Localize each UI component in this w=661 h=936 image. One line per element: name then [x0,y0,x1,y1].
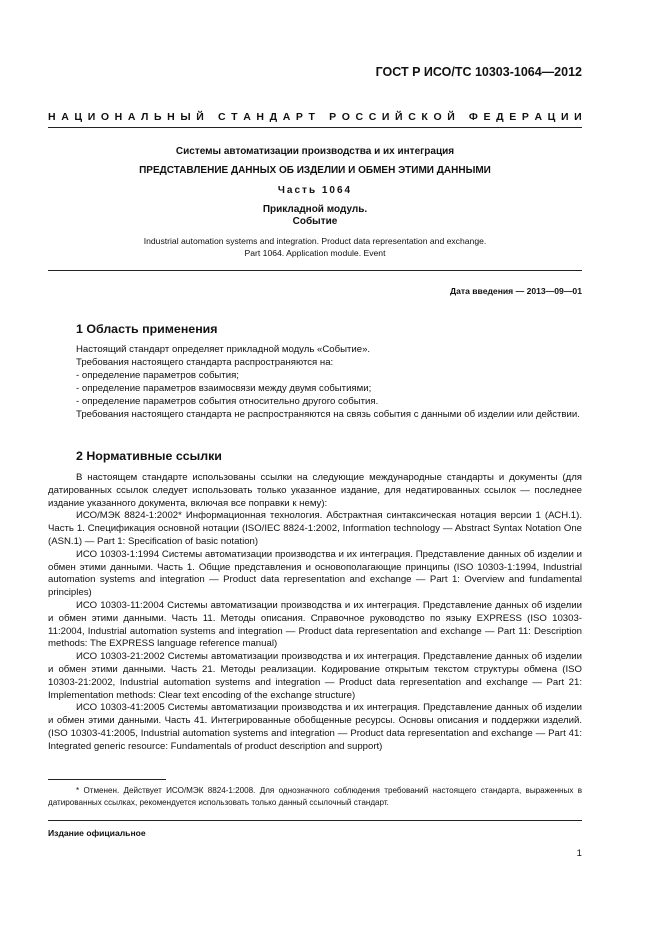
banner-letter: Р [329,111,337,123]
banner-letter: И [87,111,96,123]
page-number: 1 [576,848,582,859]
banner-letter: С [368,111,377,123]
banner-letter: Р [295,111,303,123]
title-line-1: Системы автоматизации производства и их интеграция [175,146,455,157]
date-of-introduction: Дата введения — 2013—09—01 [449,286,582,296]
reference-paragraph: ИСО 10303-1:1994 Системы автоматизации производства и их интеграция. Представление данных об изделии и обмен этими данными. Часть 1. Общие представления и основополагающие принципы (ISO 10303-1:1994, Industrial automation systems and integration — Product data representation and exchange — Part 1: Overview and fundamental principles) [48,548,582,599]
section-1-paragraph: Настоящий стандарт определяет прикладной модуль «Событие». [76,344,371,355]
banner-letter: Й [447,111,455,123]
banner-letter: Й [395,111,403,123]
footnote [48,785,582,809]
section-2-body [48,472,582,754]
banner-letter: А [534,111,543,123]
banner-letter: О [341,111,350,123]
banner-letter: Д [496,111,504,123]
list-item: - определение параметров события относительно другого события. [76,395,379,407]
banner-letter: Ц [74,111,83,123]
banner-letter: Л [141,111,149,123]
section-1-body [48,344,582,421]
section-1-heading: 1 Область применения [76,322,218,336]
section-1-paragraph: Требования настоящего стандарта не распространяются на связь события с данными об изделии или действии. [76,408,580,420]
banner-letter: О [100,111,110,123]
title-line-2: ПРЕДСТАВЛЕНИЕ ДАННЫХ ОБ ИЗДЕЛИИ И ОБМЕН ЭТИМИ ДАННЫМИ [139,165,491,176]
banner-letter: Ы [180,111,191,123]
banner-letter: Т [308,111,315,123]
banner-letter: А [282,111,291,123]
header-rule [48,127,582,128]
reference-paragraph: ИСО 10303-21:2002 Системы автоматизации производства и их интеграция. Представление данных об изделии и обмен этими данными. Часть 21. Методы реализации. Кодирование открытым текстом структуры обмена (ISO 10303-21:2002, Industrial automation systems and integration — Product data representation and exchange — Part 21: Implementation methods: Clear text encoding of the exchange structure) [48,651,582,701]
banner-letter: Н [114,111,123,123]
title-subject: Событие [292,216,338,227]
banner-letter: Ь [154,111,162,123]
banner-letter: К [421,111,428,123]
document-number: ГОСТ Р ИСО/ТС 10303-1064—2012 [375,65,582,79]
banner-letter: Ф [468,111,478,123]
reference-paragraph: В настоящем стандарте использованы ссылки на следующие международные стандарты и документы (для датированных ссылок следует использовать только указанное издание, для недатированных ссылок — последнее издание указанного документа, включая все поправки к нему): [48,472,582,509]
footnote-text: * Отменен. Действует ИСО/МЭК 8824-1:2008. Для однозначного соблюдения требований настоящего стандарта, выраженных в датированных ссылках, рекомендуется использовать только данный ссылочный стандарт. [48,786,582,807]
banner-letter: Й [196,111,204,123]
title-module: Прикладной модуль. [262,204,368,215]
banner-letter: Н [256,111,264,123]
list-item: - определение параметров взаимосвязи между двумя событиями; [76,382,372,394]
banner-letter [209,111,212,123]
title-part: Часть 1064 [277,185,353,196]
banner-letter: С [217,111,226,123]
reference-paragraph: ИСО/МЭК 8824-1:2002* Информационная технология. Абстрактная синтаксическая нотация версии 1 (АСН.1). Часть 1. Спецификация основной нотации (ISO/IEC 8824-1:2002, Information technology — Abstract Syntax Notation One (ASN.1) — Part 1: Specification of basic notation) [48,510,582,547]
banner-letter: О [433,111,442,123]
banner-letter: А [61,111,69,123]
section-2-heading: 2 Нормативные ссылки [76,449,222,463]
banner-letter: Ц [547,111,556,123]
footer-rule [48,820,582,821]
list-item: - определение параметров события; [76,369,239,381]
reference-paragraph: ИСО 10303-41:2005 Системы автоматизации производства и их интеграция. Представление данных об изделии и обмен этими данными. Часть 41. Интегрированные обобщенные ресурсы. Основы описания и поддержки изделий. (ISO 10303-41:2005, Industrial automation systems and integration — Product data representation and exchange — Part 41: Integrated generic resource: Fundamentals of product description and support) [48,702,582,752]
reference-paragraph: ИСО 10303-11:2004 Системы автоматизации производства и их интеграция. Представление данных об изделии и обмен этими данными. Часть 11. Методы описания. Справочное руководство по языку EXPRESS (ISO 10303-11:2004, Industrial automation systems and integration — Product data representation and exchange — Part 11: Description methods: The EXPRESS language reference manual) [48,599,582,650]
banner-letter [321,111,324,123]
national-standard-banner [48,111,582,123]
section-1-paragraph: Требования настоящего стандарта распространяются на: [76,356,334,368]
banner-letter: Д [269,111,278,123]
banner-letter: Р [521,111,529,123]
banner-letter: Т [231,111,238,123]
title-rule [48,270,582,271]
banner-letter: А [127,111,136,123]
banner-letter: Н [167,111,175,123]
english-title-line-1: Industrial automation systems and integration. Product data representation and exchange. [143,236,487,246]
banner-letter: И [574,111,582,123]
banner-letter: С [408,111,416,123]
banner-letter: И [560,111,569,123]
english-title-line-2: Part 1064. Application module. Event [244,248,386,258]
official-edition-label: Издание официальное [48,828,146,838]
banner-letter: И [381,111,390,123]
banner-letter: С [355,111,364,123]
banner-letter: А [243,111,251,123]
banner-letter: Н [48,111,56,123]
banner-letter: Е [483,111,491,123]
banner-letter [460,111,463,123]
banner-letter: Е [509,111,517,123]
footnote-separator [48,779,166,780]
